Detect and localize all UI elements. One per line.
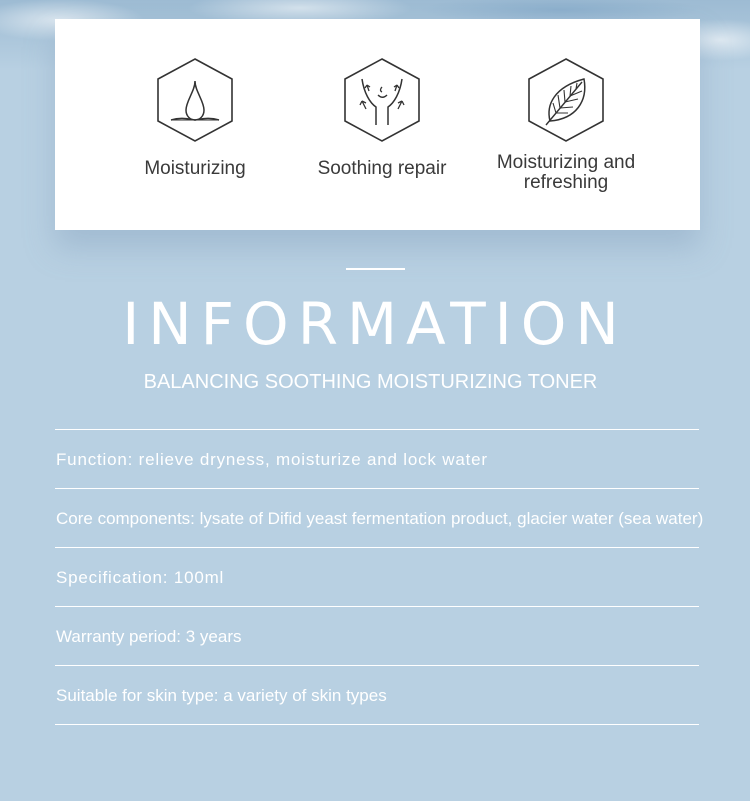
section-title: INFORMATION (122, 290, 628, 358)
spec-list (55, 429, 704, 725)
features-card (55, 19, 700, 230)
face-neck-icon (342, 57, 422, 143)
spec-row-skin-type (55, 665, 699, 725)
spec-row-specification (55, 547, 699, 606)
spec-text: Specification: 100ml (56, 568, 225, 587)
spec-row-warranty (55, 606, 699, 665)
feature-moisturizing (110, 57, 280, 179)
leaf-icon (526, 57, 606, 143)
feature-label: Moisturizing (144, 158, 246, 179)
product-subtitle: BALANCING SOOTHING MOISTURIZING TONER (143, 371, 598, 393)
section-divider (346, 268, 405, 270)
feature-label: Soothing repair (317, 158, 447, 179)
spec-text: Core components: lysate of Difid yeast fermentation product, glacier water (sea water) (56, 509, 704, 528)
feature-soothing-repair (297, 57, 467, 179)
spec-text: Suitable for skin type: a variety of skin types (56, 686, 387, 705)
water-drop-icon (155, 57, 235, 143)
feature-label: Moisturizing and refreshing (496, 152, 636, 193)
spec-row-core-components (55, 488, 704, 547)
feature-moisturizing-refreshing (481, 57, 651, 193)
spec-row-function (55, 429, 699, 488)
spec-text: Warranty period: 3 years (56, 627, 242, 646)
spec-text: Function: relieve dryness, moisturize and lock water (56, 450, 488, 469)
